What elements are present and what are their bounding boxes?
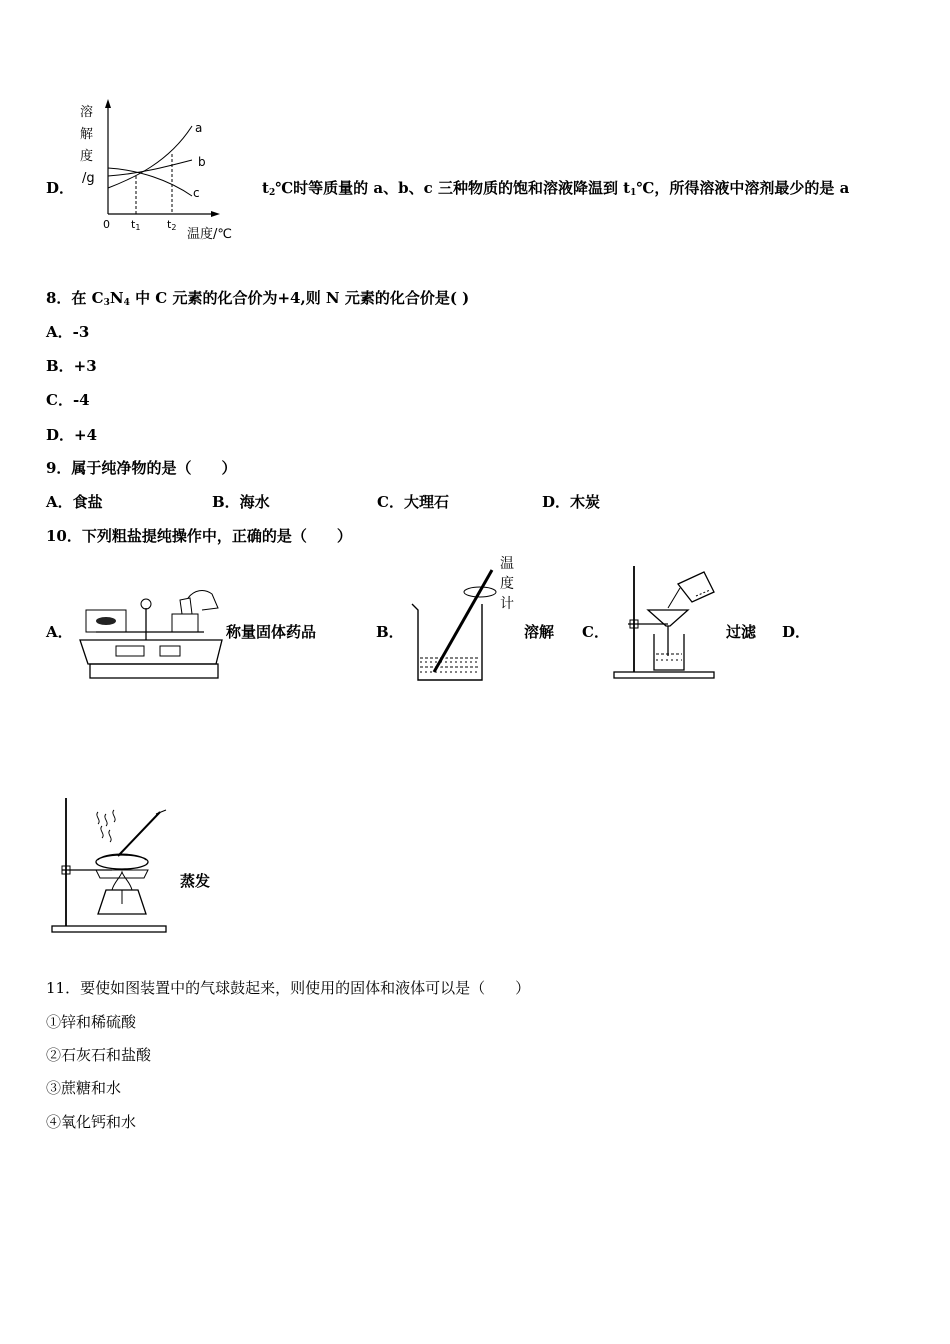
dissolving-illustration	[404, 552, 524, 686]
q7-option-d-text: $t_2℃$时等质量的 a、b、c 三种物质的饱和溶液降温到 $t_1℃$，所得溶液中溶剂最少的是 a	[262, 179, 850, 198]
label-b: b	[198, 155, 206, 169]
q10-option-a-letter[interactable]: A．	[46, 623, 73, 641]
q9-stem: 9．属于纯净物的是（ ）	[46, 459, 237, 477]
x-axis-arrow	[211, 211, 220, 217]
q9-option-c[interactable]: C．大理石	[377, 493, 449, 511]
q10-option-d-text: 蒸发	[180, 872, 211, 890]
q9-option-a[interactable]: A．食盐	[46, 493, 103, 511]
q7-option-d-letter: D．	[46, 179, 75, 197]
ylabel-4: /g	[82, 171, 95, 186]
label-a: a	[195, 121, 203, 135]
q8-option-a[interactable]: A．-3	[46, 323, 90, 341]
q10-option-a-text: 称量固体药品	[226, 623, 317, 641]
q11-item-2: ②石灰石和盐酸	[46, 1046, 152, 1064]
q10-option-b-text: 溶解	[524, 623, 555, 641]
solubility-graph	[74, 96, 254, 246]
q9-option-b[interactable]: B．海水	[212, 493, 270, 511]
ylabel-1: 溶	[80, 105, 94, 120]
balance-illustration	[76, 580, 224, 682]
evaporation-illustration	[48, 794, 172, 938]
q10-stem: 10．下列粗盐提纯操作中，正确的是（ ）	[46, 527, 352, 545]
filtering-illustration	[608, 558, 726, 682]
label-c: c	[193, 186, 200, 200]
q8-stem: 8．在 $C_3N_4$ 中 C 元素的化合价为+4,则 N 元素的化合价是( )	[46, 289, 470, 308]
ylabel-3: 度	[80, 149, 94, 164]
thermometer-label-1: 温	[500, 556, 514, 572]
q9-option-d[interactable]: D．木炭	[542, 493, 601, 511]
origin-label: 0	[103, 218, 110, 231]
q10-option-c-letter[interactable]: C．	[582, 623, 609, 641]
q8-option-d[interactable]: D．+4	[46, 426, 98, 444]
q10-option-c-text: 过滤	[726, 623, 757, 641]
t1-label: t1	[131, 218, 141, 232]
xlabel: 温度/℃	[187, 227, 232, 242]
q11-stem: 11．要使如图装置中的气球鼓起来，则使用的固体和液体可以是（ ）	[46, 979, 531, 997]
q11-item-1: ①锌和稀硫酸	[46, 1013, 137, 1031]
q10-option-d-letter[interactable]: D．	[782, 623, 811, 641]
y-axis-arrow	[105, 99, 111, 108]
q8-option-c[interactable]: C．-4	[46, 391, 90, 409]
thermometer-label-3: 计	[500, 596, 514, 612]
curve-c	[108, 168, 192, 196]
curve-a	[108, 126, 192, 188]
q11-item-4: ④氧化钙和水	[46, 1113, 137, 1131]
q11-item-3: ③蔗糖和水	[46, 1079, 122, 1097]
q8-option-b[interactable]: B．+3	[46, 357, 97, 375]
ylabel-2: 解	[80, 127, 94, 142]
t2-label: t2	[167, 218, 177, 232]
q10-option-b-letter[interactable]: B．	[376, 623, 404, 641]
thermometer-label-2: 度	[500, 576, 514, 592]
